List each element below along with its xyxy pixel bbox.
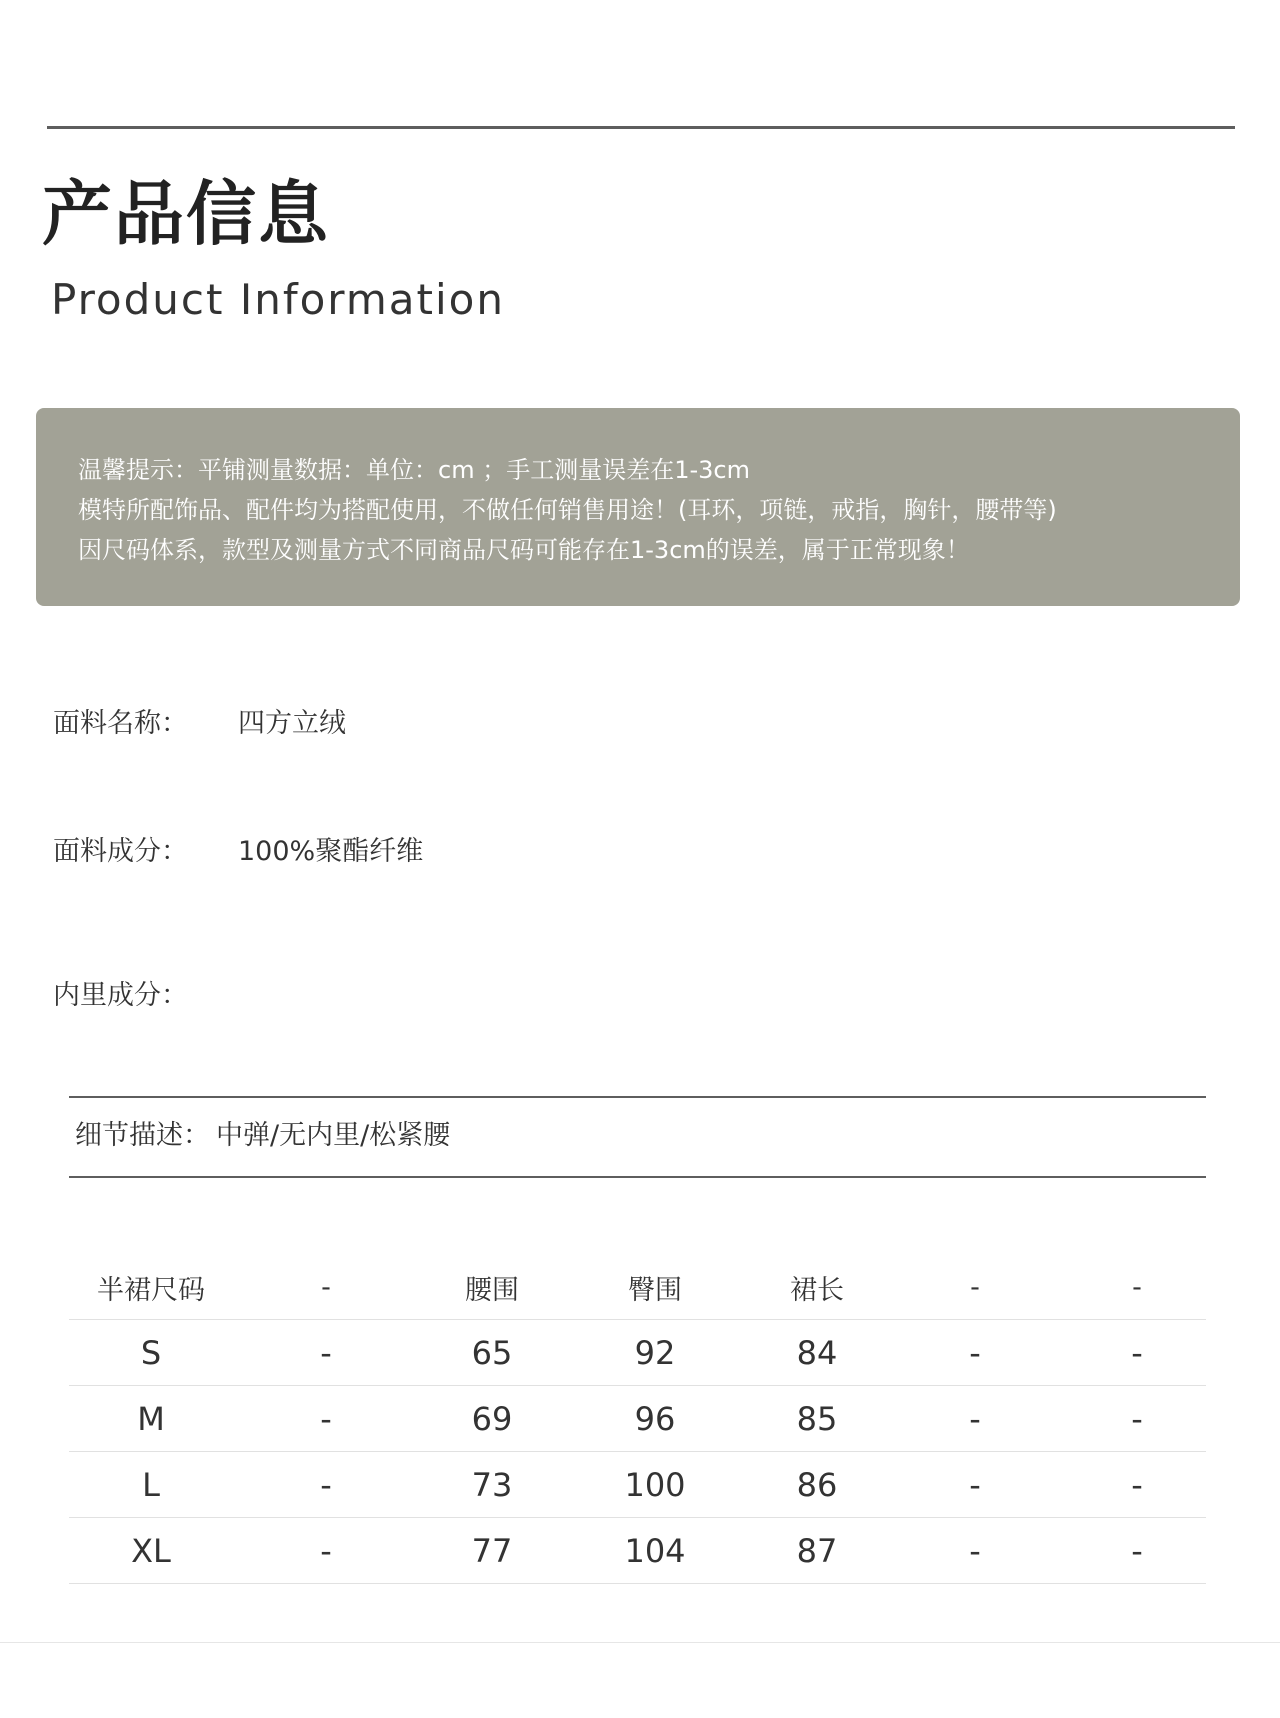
table-cell: 96 bbox=[634, 1399, 676, 1438]
table-cell: - bbox=[1131, 1465, 1143, 1504]
header-cell-size: 半裙尺码 bbox=[97, 1275, 205, 1306]
table-cell: 104 bbox=[624, 1531, 686, 1570]
table-cell: - bbox=[320, 1399, 332, 1438]
table-cell: 86 bbox=[796, 1465, 838, 1504]
table-cell: - bbox=[320, 1465, 332, 1504]
notice-line-size-error: 因尺码体系，款型及测量方式不同商品尺码可能存在1-3cm的误差，属于正常现象！ bbox=[78, 536, 970, 564]
top-divider bbox=[47, 126, 1235, 129]
detail-bottom-divider bbox=[69, 1176, 1206, 1178]
lining-label: 内里成分： bbox=[53, 980, 188, 1011]
table-cell: - bbox=[1131, 1333, 1143, 1372]
table-cell: - bbox=[320, 1333, 332, 1372]
table-cell: S bbox=[140, 1333, 162, 1372]
table-cell: - bbox=[969, 1465, 981, 1504]
table-cell: 87 bbox=[796, 1531, 838, 1570]
header-cell: - bbox=[970, 1272, 980, 1303]
fabric-name-label: 面料名称： bbox=[53, 708, 188, 739]
header-cell-length: 裙长 bbox=[790, 1275, 844, 1306]
table-row bbox=[69, 1320, 1206, 1386]
table-cell: 65 bbox=[471, 1333, 513, 1372]
table-cell: - bbox=[969, 1399, 981, 1438]
fabric-name-value: 四方立绒 bbox=[238, 708, 346, 739]
table-cell: M bbox=[137, 1399, 165, 1438]
table-cell: 84 bbox=[796, 1333, 838, 1372]
fabric-composition-value: 100%聚酯纤维 bbox=[238, 836, 424, 867]
page-title-cn: 产品信息 bbox=[42, 173, 330, 255]
size-table-header bbox=[69, 1256, 1206, 1320]
table-cell: 92 bbox=[634, 1333, 676, 1372]
header-cell-waist: 腰围 bbox=[465, 1275, 519, 1306]
fabric-composition-label: 面料成分： bbox=[53, 836, 188, 867]
table-cell: - bbox=[1131, 1399, 1143, 1438]
detail-top-divider bbox=[69, 1096, 1206, 1098]
header-cell: - bbox=[321, 1272, 331, 1303]
detail-description bbox=[75, 1118, 450, 1154]
table-cell: 77 bbox=[471, 1531, 513, 1570]
table-row bbox=[69, 1518, 1206, 1584]
table-cell: 73 bbox=[471, 1465, 513, 1504]
table-cell: 69 bbox=[471, 1399, 513, 1438]
table-cell: L bbox=[142, 1465, 160, 1504]
bottom-divider bbox=[0, 1642, 1280, 1643]
table-cell: - bbox=[969, 1531, 981, 1570]
table-cell: - bbox=[320, 1531, 332, 1570]
page-title-en: Product Information bbox=[51, 275, 505, 324]
table-cell: - bbox=[969, 1333, 981, 1372]
detail-value: 中弹/无内里/松紧腰 bbox=[216, 1120, 451, 1151]
table-row bbox=[69, 1452, 1206, 1518]
notice-box bbox=[36, 408, 1240, 606]
table-cell: - bbox=[1131, 1531, 1143, 1570]
table-cell: 100 bbox=[624, 1465, 686, 1504]
notice-line-measurement: 温馨提示：平铺测量数据：单位：cm ；手工测量误差在1-3cm bbox=[78, 456, 750, 484]
table-cell: XL bbox=[131, 1531, 171, 1570]
notice-line-accessories: 模特所配饰品、配件均为搭配使用，不做任何销售用途！(耳环，项链，戒指，胸针，腰带等) bbox=[78, 496, 1057, 524]
size-table bbox=[69, 1256, 1206, 1584]
header-cell: - bbox=[1132, 1272, 1142, 1303]
header-cell-hip: 臀围 bbox=[628, 1275, 682, 1306]
detail-label: 细节描述： bbox=[75, 1120, 210, 1151]
table-row bbox=[69, 1386, 1206, 1452]
table-cell: 85 bbox=[796, 1399, 838, 1438]
